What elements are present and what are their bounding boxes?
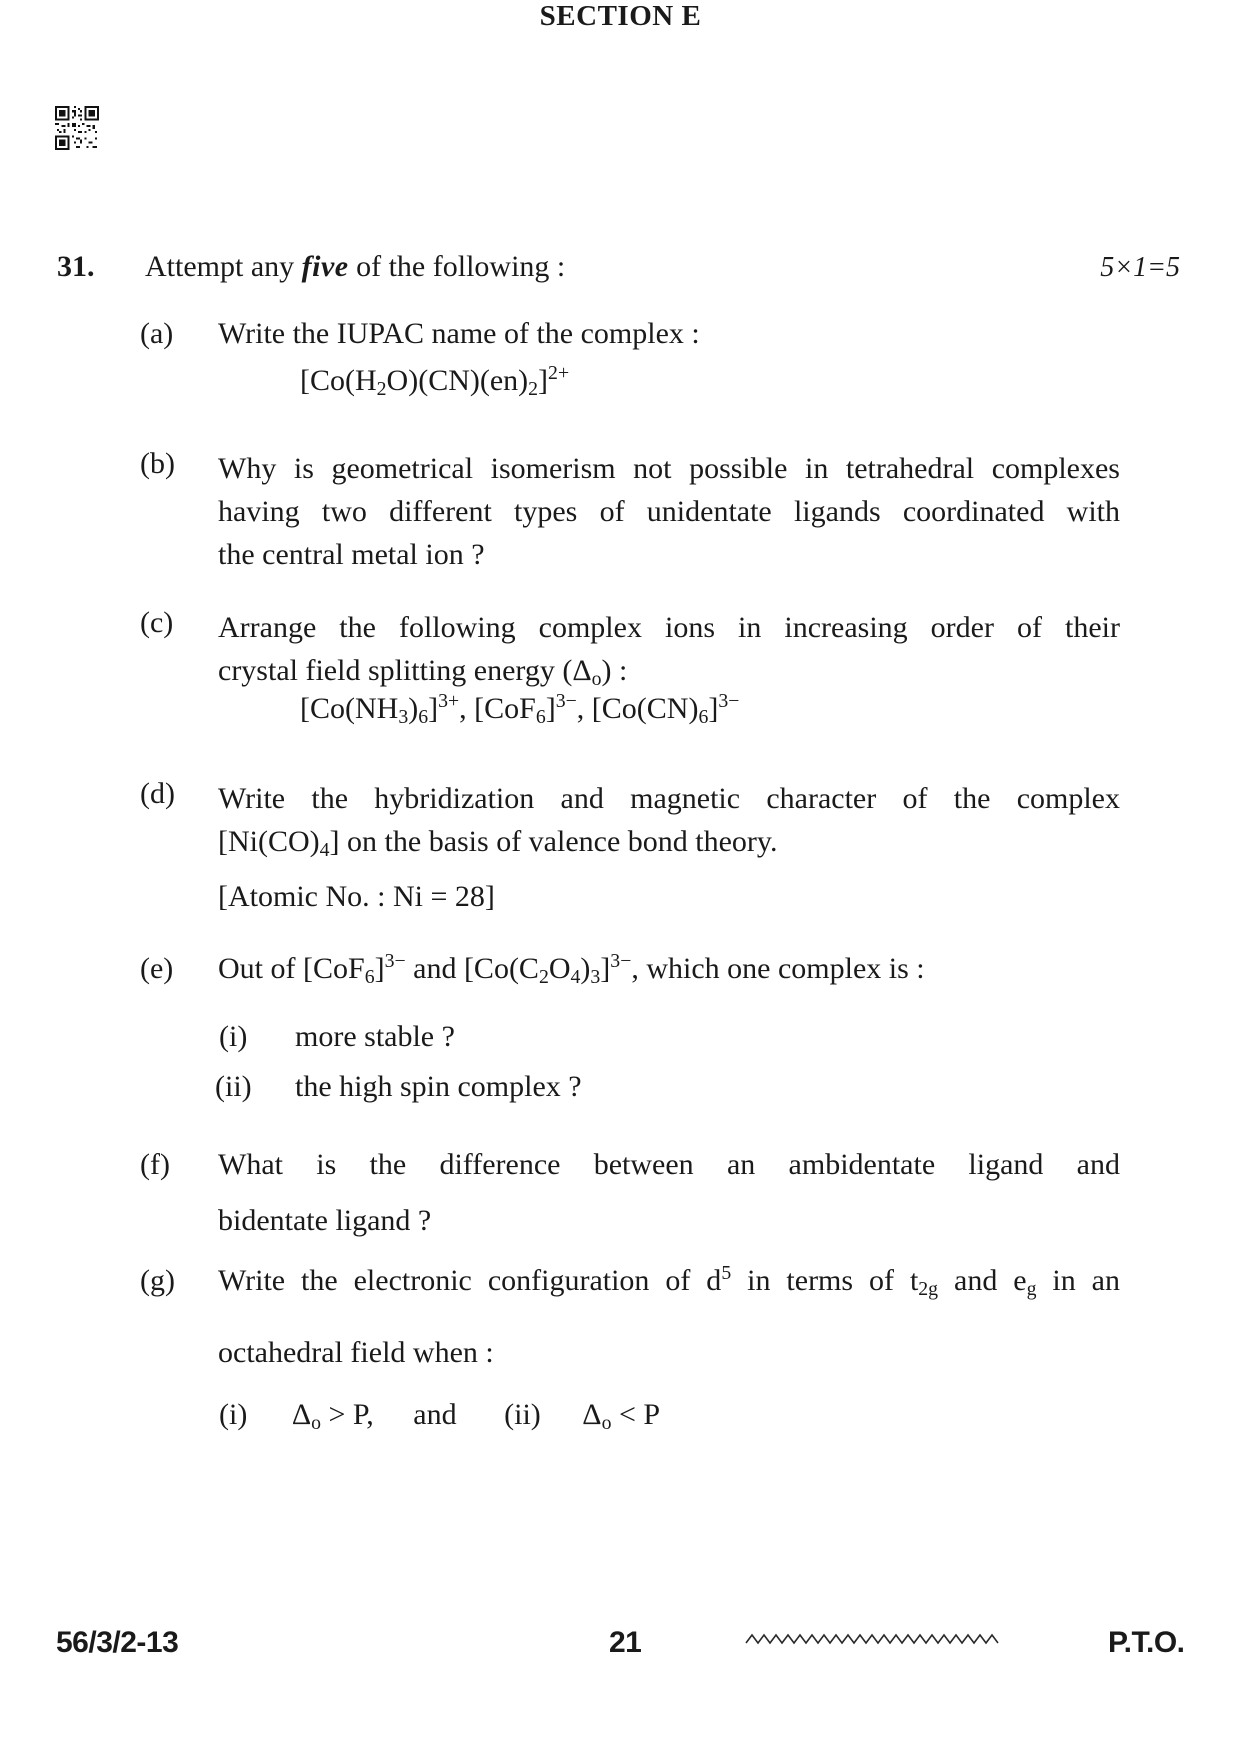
part-a-text: Write the IUPAC name of the complex :: [218, 317, 700, 350]
part-e-sub-i-text: more stable ?: [295, 1020, 455, 1053]
part-f-line-2: bidentate ligand ?: [218, 1204, 432, 1237]
part-g-sub-ii-expression: $\Delta_o < P$: [582, 1398, 661, 1434]
part-e-sub-ii-text: the high spin complex ?: [295, 1070, 582, 1103]
part-e-sub-ii: [215, 1070, 252, 1104]
part-d-line-1: Write the hybridization and magnetic character of the complex: [218, 782, 1120, 815]
part-b-label: (b): [140, 447, 175, 480]
part-d-label: (d): [140, 777, 175, 810]
part-c-text: [218, 606, 1120, 692]
question-marks: 5×1=5: [1100, 252, 1180, 283]
question-intro: Attempt any five of the following :: [145, 250, 566, 283]
footer-page-number: 21: [609, 1626, 642, 1659]
section-heading: SECTION E: [539, 0, 702, 32]
question-number: 31.: [57, 250, 95, 283]
footer-paper-code: 56/3/2-13: [56, 1626, 179, 1659]
part-g-conjunction: and: [413, 1398, 457, 1431]
part-e-sub-i: [219, 1020, 247, 1054]
part-d-line-2: $[Ni(CO)_4]$ on the basis of valence bond theory.: [218, 825, 778, 861]
part-c-line-1: Arrange the following complex ions in increasing order of their: [218, 611, 1120, 644]
part-g-sub-i-label: (i): [219, 1398, 248, 1431]
part-g-sub-i-expression: $\Delta_o > P$,: [291, 1398, 374, 1434]
part-f-line-1: What is the difference between an ambidentate ligand and: [218, 1148, 1120, 1181]
part-c-label: (c): [140, 606, 174, 639]
part-c-line-2: crystal field splitting energy $(\Delta_o)$ :: [218, 654, 628, 690]
part-b-text: [218, 447, 1120, 576]
part-b-line-3: the central metal ion ?: [218, 538, 485, 571]
part-e-sub-i-label: (i): [219, 1020, 248, 1053]
part-g-label: (g): [140, 1264, 175, 1297]
part-e-text: Out of $[CoF_6]^{3-}$ and $[Co(C_2O_4)_3]^{3-}$, which one complex is :: [218, 950, 925, 988]
part-d-note: [Atomic No. : Ni = 28]: [218, 880, 495, 913]
part-g-line-1: Write the electronic configuration of $d^5$ in terms of $t_{2g}$ and $e_g$ in an: [218, 1262, 1120, 1300]
qr-code-icon: [55, 104, 99, 152]
part-a-label: (a): [140, 317, 174, 350]
part-b-line-2: having two different types of unidentate ligands coordinated with: [218, 495, 1120, 528]
zigzag-separator-icon: [744, 1631, 1000, 1647]
part-g-subparts: [219, 1398, 660, 1432]
part-d-text: [218, 777, 1120, 863]
part-e-label: (e): [140, 952, 174, 985]
part-a-formula: $[Co(H_2O)(CN)(en)_2]^{2+}$: [300, 362, 570, 400]
part-g-line-2: octahedral field when :: [218, 1336, 494, 1369]
part-g-sub-ii-label: (ii): [504, 1398, 541, 1431]
part-f-label: (f): [140, 1148, 170, 1181]
part-b-line-1: Why is geometrical isomerism not possible in tetrahedral complexes: [218, 452, 1120, 485]
footer-pto: P.T.O.: [1108, 1626, 1185, 1659]
part-c-formula: $[Co(NH_3)_6]^{3+}$, $[CoF_6]^{3-}$, $[Co(CN)_6]^{3-}$: [300, 690, 740, 728]
part-e-sub-ii-label: (ii): [215, 1070, 252, 1103]
